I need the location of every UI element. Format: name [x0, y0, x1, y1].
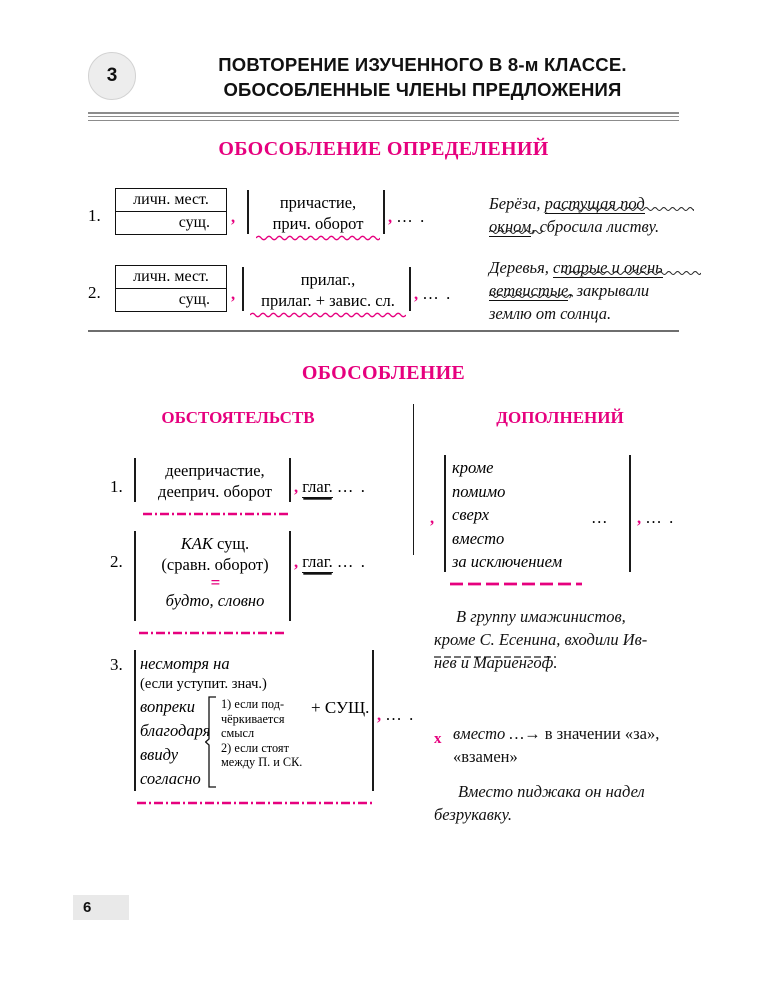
right-example-1-dashed-underline — [434, 646, 556, 650]
row-2-example-line-3: землю от солнца. — [489, 304, 612, 323]
row-2-example-plain-2: , закрывали — [568, 281, 650, 300]
right-column-title: ДОПОЛНЕНИЙ — [496, 408, 624, 427]
right-note-line-1 — [453, 722, 701, 745]
left-item-2-line-3: будто, словно — [165, 591, 265, 610]
chapter-badge — [88, 52, 136, 100]
left-item-2-body — [142, 533, 288, 611]
left-item-1-dots: … . — [336, 477, 367, 496]
row-1-example-wave-a — [556, 205, 694, 212]
left-item-2-dashdot-underline — [139, 622, 287, 626]
left-item-1-verb: глаг. — [302, 477, 333, 496]
row-2-example-wave-b — [489, 292, 573, 299]
row-1-tail — [388, 207, 426, 227]
left-item-3-prep-2: благодаря — [140, 721, 211, 740]
row-2-def-line-2: прилаг. + завис. сл. — [261, 291, 395, 310]
right-prep-2: помимо — [452, 481, 506, 501]
left-item-3-cond-2: чёркивается — [221, 711, 285, 726]
left-item-3-dots: … . — [385, 705, 415, 724]
row-2-example-underlined-b: ветвистые — [489, 281, 569, 300]
right-inner-dots: … — [591, 508, 610, 527]
left-item-3-conditions — [221, 697, 313, 770]
row-2-box-bottom: сущ. — [178, 291, 210, 308]
row-2-comma: , — [231, 284, 236, 303]
right-prep-5: за исключением — [452, 552, 563, 571]
left-item-3-brace — [205, 696, 219, 793]
left-item-3-tail — [377, 705, 415, 725]
left-item-2-bar-right — [289, 531, 291, 621]
row-2-number: 2. — [88, 283, 101, 302]
header-divider — [88, 112, 679, 121]
row-2-def-line-1: прилаг., — [300, 270, 356, 289]
row-1-subject-box — [115, 188, 227, 235]
row-1-number: 1. — [88, 206, 101, 225]
chapter-number: 3 — [106, 65, 118, 86]
left-item-1-line-2: дееприч. оборот — [158, 482, 272, 501]
left-item-3-bar-right — [372, 650, 374, 791]
left-item-3-cond-5: между П. и СК. — [221, 755, 303, 770]
row-1-tail-dots: … . — [396, 207, 426, 226]
left-item-3-bar-left — [134, 650, 136, 791]
section-divider — [88, 330, 679, 332]
right-tail — [637, 508, 675, 528]
note-marker-x: x — [434, 731, 442, 747]
row-2-definition — [248, 269, 408, 311]
left-item-3-head — [140, 652, 260, 676]
left-item-2-equals: = — [210, 573, 220, 592]
right-lead-comma: , — [430, 508, 435, 527]
right-example-1-underlined: кроме С. Есенина — [434, 630, 557, 649]
row-1-tail-comma: , — [388, 207, 393, 226]
right-note — [453, 722, 701, 768]
row-2-example — [489, 256, 701, 325]
left-item-2-kak: КАК — [180, 534, 213, 553]
page-title-line-2: ОБОСОБЛЕННЫЕ ЧЛЕНЫ ПРЕДЛОЖЕНИЯ — [223, 79, 622, 100]
left-item-2-number: 2. — [110, 552, 123, 571]
page-folio — [73, 895, 129, 920]
left-item-1-tail — [294, 477, 366, 498]
row-1-example-underlined-a: растущая под — [544, 194, 645, 213]
left-item-1-dashdot-underline — [143, 503, 288, 507]
row-1-wavy-underline — [256, 234, 380, 241]
right-example-2-line-1: Вместо пиджака он надел — [458, 782, 645, 801]
right-note-line-2: «взамен» — [453, 747, 518, 766]
right-prepositions — [452, 456, 612, 574]
page-title — [150, 52, 695, 102]
row-2-tail-dots: … . — [422, 284, 452, 303]
row-1-def-line-1: причастие, — [279, 193, 357, 212]
row-1-bar-left — [247, 190, 249, 234]
row-1-bar-right — [383, 190, 385, 234]
right-dashed-underline — [450, 573, 582, 577]
left-item-2-line-1 — [142, 533, 288, 554]
left-item-1-body — [142, 460, 288, 502]
right-example-1 — [434, 605, 696, 674]
column-divider — [413, 404, 414, 555]
left-item-3-plus-noun: + СУЩ. — [311, 698, 370, 717]
left-item-3-prep-4: согласно — [140, 769, 201, 788]
left-item-3-dashdot-underline — [137, 792, 373, 796]
left-item-1-number: 1. — [110, 477, 123, 496]
row-1-box-bottom: сущ. — [178, 214, 210, 231]
left-item-2-tail — [294, 552, 366, 573]
left-item-3-cond-1: 1) если под- — [221, 697, 285, 711]
row-2-example-plain-1: Деревья, — [489, 258, 553, 277]
left-item-1-comma: , — [294, 477, 299, 496]
section-1-title: ОБОСОБЛЕНИЕ ОПРЕДЕЛЕНИЙ — [218, 138, 549, 160]
left-item-3-cond-3: смысл — [221, 726, 255, 741]
right-example-2-line-2: безрукавку. — [434, 805, 513, 824]
left-item-2-verb: глаг. — [302, 552, 333, 571]
row-1-comma: , — [231, 207, 236, 226]
row-2-tail — [414, 284, 452, 304]
row-2-tail-comma: , — [414, 284, 419, 303]
row-2-bar-left — [242, 267, 244, 311]
left-item-2-noun: сущ. — [216, 534, 250, 553]
left-item-3-comma: , — [377, 705, 382, 724]
section-2-title: ОБОСОБЛЕНИЕ — [301, 362, 466, 384]
right-tail-comma: , — [637, 508, 642, 527]
page-number: 6 — [83, 899, 92, 916]
right-bar-left — [444, 455, 446, 572]
page-title-line-1: ПОВТОРЕНИЕ ИЗУЧЕННОГО В 8-м КЛАССЕ. — [218, 54, 627, 75]
row-1-example-underlined-b: окном — [489, 217, 532, 236]
left-column-title: ОБСТОЯТЕЛЬСТВ — [161, 408, 315, 427]
row-2-box-top: личн. мест. — [116, 266, 226, 289]
left-item-3-prep-3: ввиду — [140, 745, 179, 764]
left-item-2-dots: … . — [336, 552, 367, 571]
right-prep-4: вместо — [452, 528, 505, 548]
row-2-bar-right — [409, 267, 411, 311]
row-2-subject-box — [115, 265, 227, 312]
left-item-3-cond-4: 2) если стоят — [221, 740, 289, 755]
row-1-example-wave-b — [489, 228, 543, 235]
right-prep-3: сверх — [452, 505, 490, 524]
row-1-example-plain-2: , сбросила листву. — [531, 217, 660, 236]
right-note-italic: вместо … — [453, 724, 525, 743]
row-2-example-wave-a — [561, 269, 701, 276]
right-bar-right — [629, 455, 631, 572]
row-1-def-line-2: прич. оборот — [272, 214, 364, 233]
right-prep-1: кроме — [452, 458, 494, 477]
left-item-3-head-note: (если уступит. знач.) — [140, 676, 267, 692]
left-item-1-line-1: деепричастие, — [165, 461, 265, 480]
left-item-1-bar-right — [289, 458, 291, 502]
row-1-box-top: личн. мест. — [116, 189, 226, 212]
right-note-arrow: → — [524, 724, 541, 743]
left-item-1-bar-left — [134, 458, 136, 502]
right-example-1-plain: , входили Ив- — [556, 630, 648, 649]
row-1-example-plain-1: Берёза, — [489, 194, 545, 213]
right-example-1-line-3: нев и Мариенгоф. — [434, 653, 558, 672]
left-item-2-line-2: (сравн. оборот) — [161, 555, 269, 574]
row-1-definition — [254, 192, 382, 234]
left-item-2-comma: , — [294, 552, 299, 571]
right-example-1-line-1: В группу имажинистов, — [456, 607, 626, 626]
left-item-3-prep-1: вопреки — [140, 697, 195, 716]
right-note-rest: в значении «за», — [540, 724, 660, 743]
left-item-3-number: 3. — [110, 655, 123, 674]
left-item-2-bar-left — [134, 531, 136, 621]
row-2-example-underlined-a: старые и очень — [553, 258, 663, 277]
right-tail-dots: … . — [645, 508, 675, 527]
right-example-2 — [434, 780, 696, 826]
row-2-wavy-underline — [250, 311, 406, 318]
left-item-3-head-word: несмотря на — [140, 654, 230, 673]
